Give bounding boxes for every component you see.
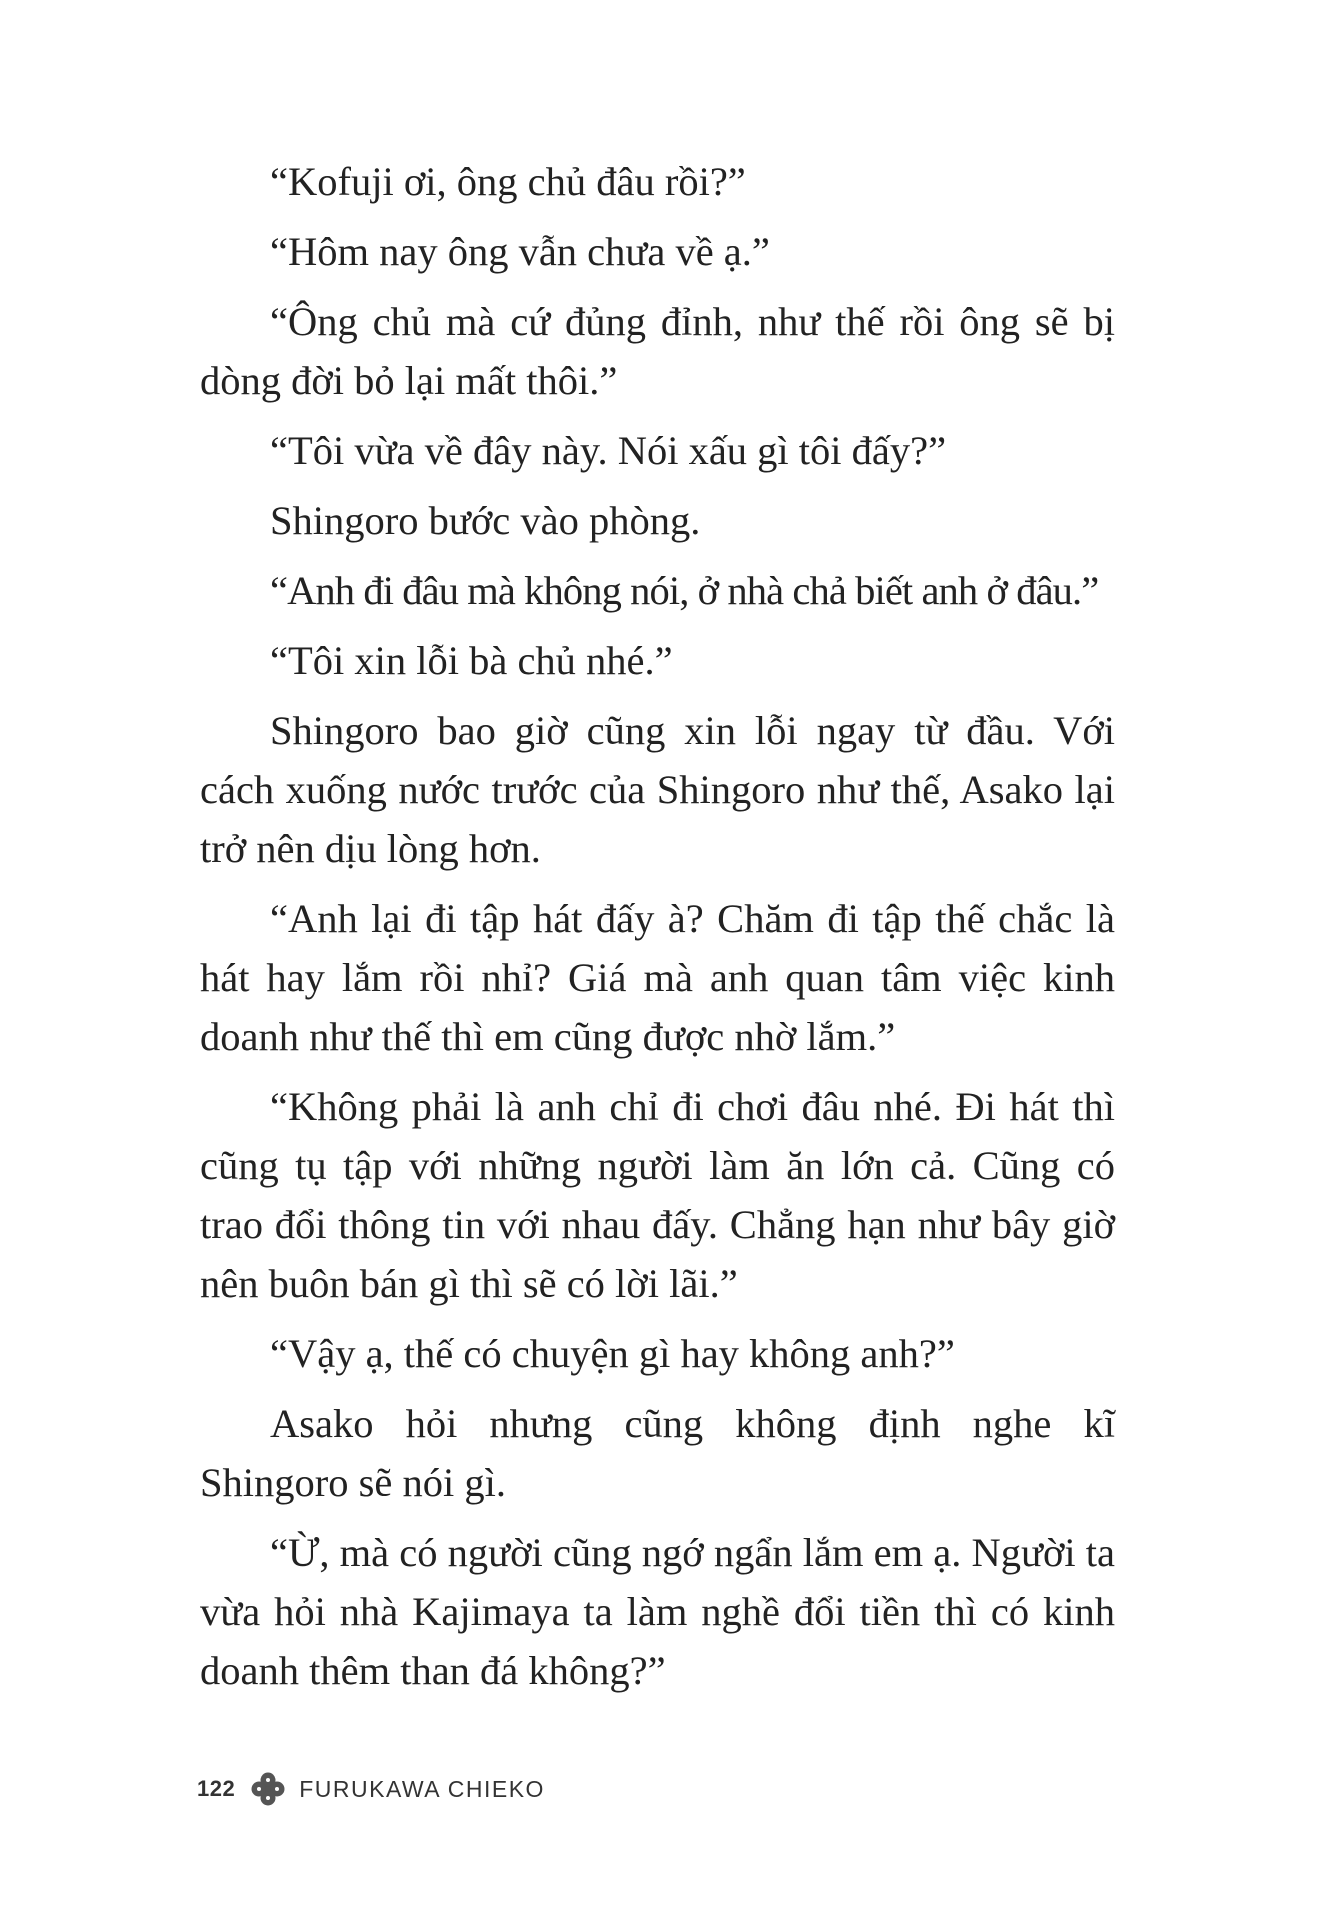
paragraph: “Ông chủ mà cứ đủng đỉnh, như thế rồi ông sẽ bị dòng đời bỏ lại mất thôi.” [200,299,1115,403]
paragraph: “Hôm nay ông vẫn chưa về ạ.” [270,229,770,274]
page-footer [197,1769,545,1809]
paragraph: “Tôi xin lỗi bà chủ nhé.” [270,638,673,683]
clover-icon [249,1770,287,1808]
author-name: FURUKAWA CHIEKO [299,1775,545,1802]
page-number: 122 [197,1776,236,1801]
body-text [200,152,1115,1711]
paragraph: Asako hỏi nhưng cũng không định nghe kĩ Shingoro sẽ nói gì. [200,1401,1115,1505]
paragraph: Shingoro bao giờ cũng xin lỗi ngay từ đầu. Với cách xuống nước trước của Shingoro như thế, Asako lại trở nên dịu lòng hơn. [200,708,1115,871]
paragraph: “Kofuji ơi, ông chủ đâu rồi?” [270,159,746,204]
paragraph: “Không phải là anh chỉ đi chơi đâu nhé. Đi hát thì cũng tụ tập với những người làm ăn lớn cả. Cũng có trao đổi thông tin với nhau đấy. Chẳng hạn như bây giờ nên buôn bán gì thì sẽ có lời lãi.” [200,1084,1115,1306]
paragraph: “Tôi vừa về đây này. Nói xấu gì tôi đấy?” [270,428,947,473]
paragraph: “Ừ, mà có người cũng ngớ ngẩn lắm em ạ. Người ta vừa hỏi nhà Kajimaya ta làm nghề đổi tiền thì có kinh doanh thêm than đá không?” [200,1530,1115,1693]
paragraph: “Anh đi đâu mà không nói, ở nhà chả biết anh ở đâu.” [270,568,1099,613]
paragraph: “Vậy ạ, thế có chuyện gì hay không anh?” [270,1331,955,1376]
paragraph: Shingoro bước vào phòng. [270,498,701,543]
paragraph: “Anh lại đi tập hát đấy à? Chăm đi tập thế chắc là hát hay lắm rồi nhỉ? Giá mà anh quan tâm việc kinh doanh như thế thì em cũng được nhờ lắm.” [200,896,1115,1059]
